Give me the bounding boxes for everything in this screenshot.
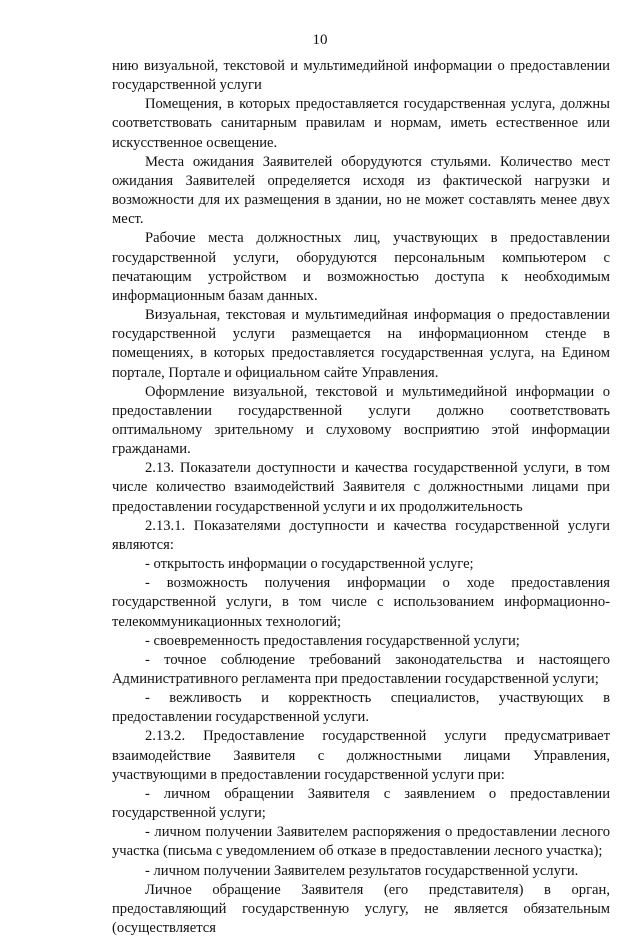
paragraph: - возможность получения информации о ходе предоставления государственной услуги, в том числе с использованием информационно-телекоммуникационных технологий; (112, 575, 610, 630)
page-number: 10 (312, 32, 328, 48)
paragraph: 2.13. Показатели доступности и качества государственной услуги, в том числе количество взаимодействий Заявителя с должностными лицами при предоставлении государственной услуги и их продолжительность (112, 460, 610, 515)
paragraph: - открытость информации о государственной услуге; (145, 556, 474, 573)
paragraph: Оформление визуальной, текстовой и мультимедийной информации о предоставлении государственной услуги должно соответствовать оптимальному зрительному и слуховому восприятию этой информации гражданами. (112, 383, 610, 458)
document-body (112, 57, 610, 938)
paragraph: Визуальная, текстовая и мультимедийная информация о предоставлении государственной услуги размещается на информационном стенде в помещениях, в которых предоставляется государственная услуга, на Едином портале, Портале и официальном сайте Управления. (112, 307, 610, 381)
paragraph: - вежливость и корректность специалистов, участвующих в предоставлении государственной услуги. (112, 690, 610, 726)
paragraph: - точное соблюдение требований законодательства и настоящего Административного регламента при предоставлении государственной услуги; (112, 651, 610, 687)
paragraph: Места ожидания Заявителей оборудуются стульями. Количество мест ожидания Заявителей определяется исходя из фактической нагрузки и возможности для их размещения в здании, но не может составлять менее двух мест. (112, 153, 610, 228)
paragraph: 2.13.1. Показателями доступности и качества государственной услуги являются: (112, 517, 610, 553)
paragraph: - личном обращении Заявителя с заявлением о предоставлении государственной услуги; (112, 785, 610, 822)
paragraph: Личное обращение Заявителя (его представителя) в орган, предоставляющий государственную услугу, не является обязательным (осуществляется (112, 881, 610, 937)
paragraph: нию визуальной, текстовой и мультимедийной информации о предоставлении государственной услуги (112, 58, 610, 94)
paragraph: Помещения, в которых предоставляется государственная услуга, должны соответствовать санитарным правилам и нормам, иметь естественное или искусственное освещение. (112, 96, 610, 151)
paragraph: - личном получении Заявителем распоряжения о предоставлении лесного участка (письма с уведомлением об отказе в предоставлении лесного участка); (112, 824, 610, 860)
paragraph: - личном получении Заявителем результатов государственной услуги. (145, 862, 579, 879)
paragraph: 2.13.2. Предоставление государственной услуги предусматривает взаимодействие Заявителя с должностными лицами Управления, участвующими в предоставлении государственной услуги при: (112, 728, 610, 783)
paragraph: Рабочие места должностных лиц, участвующих в предоставлении государственной услуги, оборудуются персональным компьютером с печатающим устройством и возможностью доступа к необходимым информационным базам данных. (112, 230, 610, 304)
paragraph: - своевременность предоставления государственной услуги; (145, 632, 520, 649)
